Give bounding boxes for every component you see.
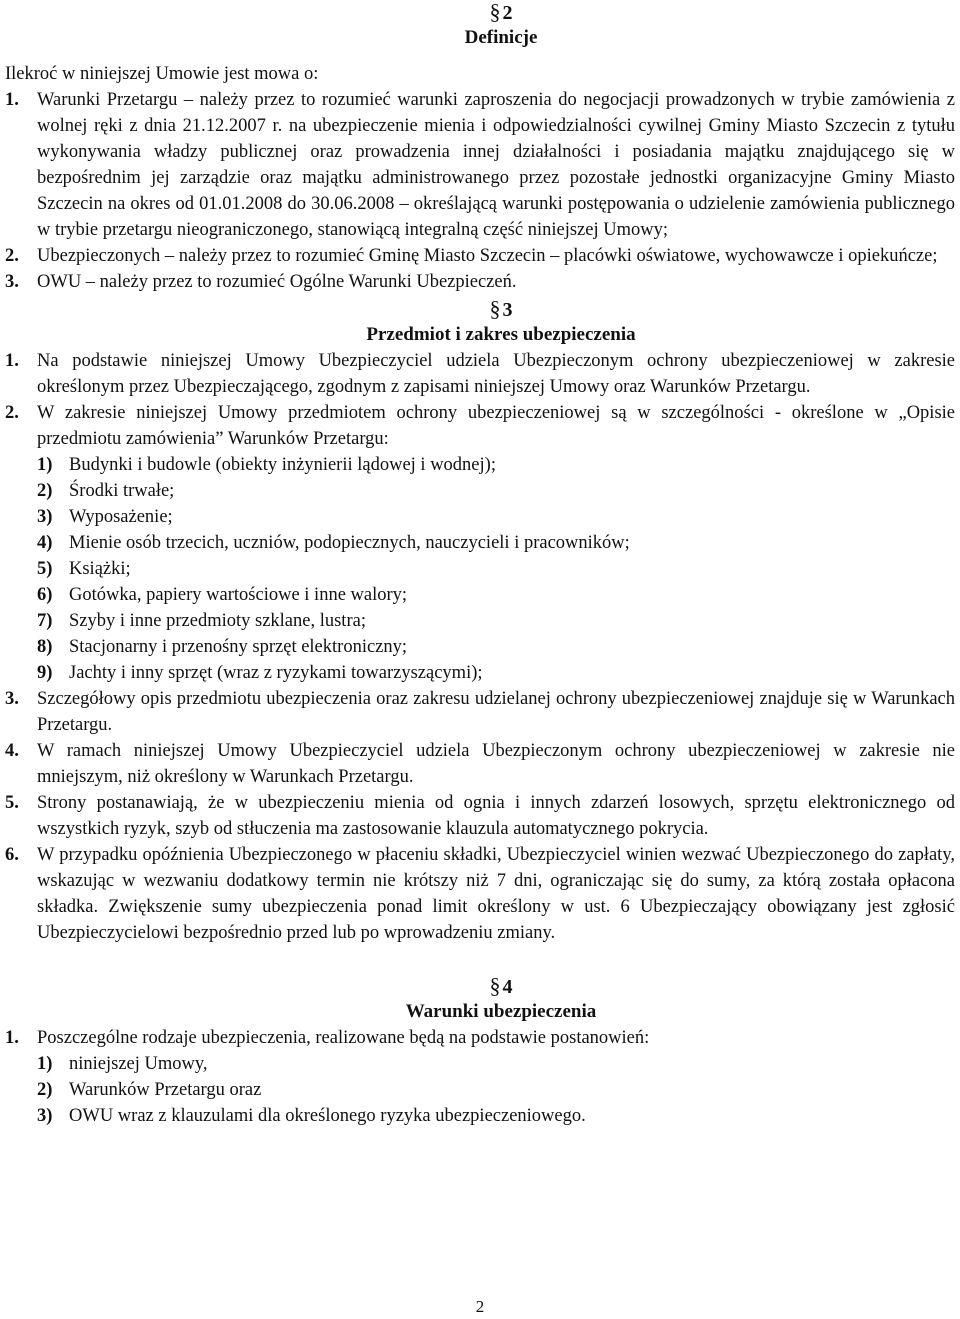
item-number: 2.	[5, 246, 19, 266]
item-text: Szyby i inne przedmioty szklane, lustra;	[69, 611, 366, 631]
item-text: Gotówka, papiery wartościowe i inne walory;	[69, 585, 408, 605]
section-2-title: Definicje	[464, 27, 538, 48]
item-number: 1.	[5, 90, 19, 110]
item-text: Szczegółowy opis przedmiotu ubezpieczenia oraz zakresu udzielanej ochrony ubezpieczeniowej znajduje się w Warunkach Przetargu.	[37, 689, 955, 735]
item-number: 1.	[5, 351, 19, 371]
item-number: 3)	[37, 1106, 53, 1126]
item-number: 8)	[37, 637, 53, 657]
sub-list-item	[5, 1077, 955, 1103]
section-number: 2	[502, 2, 513, 24]
list-item	[5, 842, 955, 946]
item-text: Warunki Przetargu – należy przez to rozumieć warunki zaproszenia do negocjacji prowadzonych w trybie zamówienia z wolnej ręki z dnia 21.12.2007 r. na ubezpieczenie mienia i odpowiedzialności cywilnej Gminy Miasto Szczecin z tytułu wykonywania władzy publicznej oraz prowadzenia innej działalności i posiadania majątku znajdującego się w bezpośrednim jej zarządzie oraz majątku administrowanego przez pozostałe jednostki organizacyjne Gminy Miasto Szczecin na okres od 01.01.2008 do 30.06.2008 – określającą warunki postępowania o udzielenie zamówienia publicznego w trybie przetargu nieograniczonego, stanowiącą integralną część niniejszej Umowy;	[37, 90, 955, 240]
item-number: 4.	[5, 741, 19, 761]
list-item	[5, 790, 955, 842]
list-item	[5, 738, 955, 790]
section-sign: §	[489, 0, 501, 24]
sub-list-item	[5, 634, 955, 660]
section-4-sublist	[5, 1051, 955, 1129]
section-2-list	[5, 87, 955, 295]
sub-list-item	[5, 530, 955, 556]
section-sign: §	[489, 973, 501, 998]
sub-list-item	[5, 1051, 955, 1077]
sub-list-item	[5, 452, 955, 478]
item-number: 3.	[5, 689, 19, 709]
item-number: 5)	[37, 559, 53, 579]
list-item	[5, 400, 955, 452]
sub-list-item	[5, 608, 955, 634]
sub-list-item	[5, 556, 955, 582]
section-4-heading	[5, 974, 955, 999]
sub-list-item	[5, 582, 955, 608]
section-3-heading	[5, 297, 955, 322]
item-text: OWU – należy przez to rozumieć Ogólne Warunki Ubezpieczeń.	[37, 272, 517, 292]
item-number: 7)	[37, 611, 53, 631]
item-number: 3)	[37, 507, 53, 527]
item-number: 1.	[5, 1028, 19, 1048]
item-text: W ramach niniejszej Umowy Ubezpieczyciel udziela Ubezpieczonym ochrony ubezpieczeniowej w zakresie nie mniejszym, niż określony w Warunkach Przetargu.	[37, 741, 955, 787]
item-number: 1)	[37, 455, 53, 475]
list-item	[5, 348, 955, 400]
item-number: 3.	[5, 272, 19, 292]
list-item	[5, 269, 955, 295]
section-2-heading	[5, 0, 955, 25]
section-3-sublist	[5, 452, 955, 686]
item-number: 6.	[5, 845, 19, 865]
item-text: Warunków Przetargu oraz	[69, 1080, 262, 1100]
spacer	[5, 946, 955, 974]
section-3-list	[5, 686, 955, 946]
item-text: OWU wraz z klauzulami dla określonego ryzyka ubezpieczeniowego.	[69, 1106, 586, 1126]
section-3-title: Przedmiot i zakres ubezpieczenia	[366, 324, 636, 345]
section-4-title: Warunki ubezpieczenia	[405, 1001, 597, 1022]
item-text: niniejszej Umowy,	[69, 1054, 208, 1074]
section-number: 4	[502, 976, 513, 998]
item-text: Budynki i budowle (obiekty inżynierii lądowej i wodnej);	[69, 455, 496, 475]
item-text: Poszczególne rodzaje ubezpieczenia, realizowane będą na podstawie postanowień:	[37, 1028, 650, 1048]
document-page	[5, 0, 955, 1129]
item-text: Jachty i inny sprzęt (wraz z ryzykami towarzyszącymi);	[69, 663, 483, 683]
sub-list-item	[5, 504, 955, 530]
item-text: Książki;	[69, 559, 131, 579]
item-number: 2)	[37, 481, 53, 501]
item-text: Strony postanawiają, że w ubezpieczeniu mienia od ognia i innych zdarzeń losowych, sprzętu elektronicznego od wszystkich ryzyk, szyb od stłuczenia ma zastosowanie klauzula automatycznego pokrycia.	[37, 793, 955, 839]
item-number: 9)	[37, 663, 53, 683]
item-text: Mienie osób trzecich, uczniów, podopiecznych, nauczycieli i pracowników;	[69, 533, 630, 553]
item-text: W zakresie niniejszej Umowy przedmiotem ochrony ubezpieczeniowej są w szczególności - określone w „Opisie przedmiotu zamówienia” Warunków Przetargu:	[37, 403, 955, 449]
item-number: 2)	[37, 1080, 53, 1100]
sub-list-item	[5, 660, 955, 686]
item-text: Wyposażenie;	[69, 507, 173, 527]
item-number: 6)	[37, 585, 53, 605]
page-number: 2	[475, 1297, 485, 1316]
item-number: 5.	[5, 793, 19, 813]
section-number: 3	[502, 299, 513, 321]
section-2-intro: Ilekroć w niniejszej Umowie jest mowa o:	[5, 64, 319, 84]
list-item	[5, 1025, 955, 1051]
item-text: Środki trwałe;	[69, 481, 175, 501]
item-text: Na podstawie niniejszej Umowy Ubezpieczyciel udziela Ubezpieczonym ochrony ubezpieczeniowej w zakresie określonym przez Ubezpieczającego, zgodnym z zapisami niniejszej Umowy oraz Warunków Przetargu.	[37, 351, 955, 397]
item-text: Ubezpieczonych – należy przez to rozumieć Gminę Miasto Szczecin – placówki oświatowe, wychowawcze i opiekuńcze;	[37, 246, 938, 266]
sub-list-item	[5, 1103, 955, 1129]
item-number: 2.	[5, 403, 19, 423]
list-item	[5, 87, 955, 243]
item-number: 1)	[37, 1054, 53, 1074]
item-text: Stacjonarny i przenośny sprzęt elektroniczny;	[69, 637, 408, 657]
item-text: W przypadku opóźnienia Ubezpieczonego w płaceniu składki, Ubezpieczyciel winien wezwać Ubezpieczonego do zapłaty, wskazując w wezwaniu dodatkowy termin nie krótszy niż 7 dni, ograniczając się do sumy, za którą została opłacona składka. Zwiększenie sumy ubezpieczenia ponad limit określony w ust. 6 Ubezpieczający obowiązany jest zgłosić Ubezpieczycielowi bezpośrednio przed lub po wprowadzeniu zmiany.	[37, 845, 955, 943]
section-sign: §	[489, 296, 501, 321]
list-item	[5, 243, 955, 269]
sub-list-item	[5, 478, 955, 504]
list-item	[5, 686, 955, 738]
item-number: 4)	[37, 533, 53, 553]
